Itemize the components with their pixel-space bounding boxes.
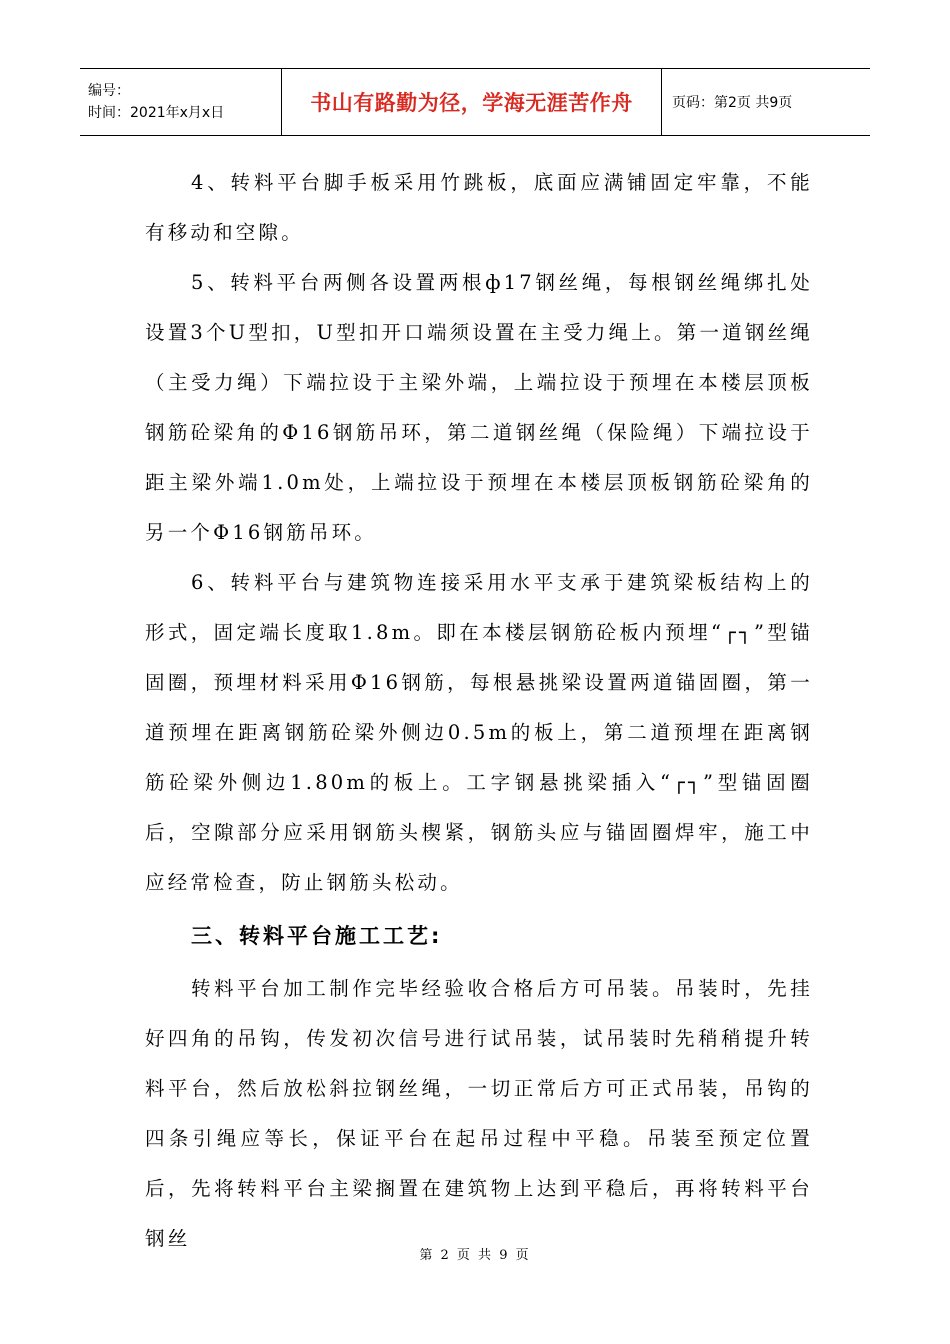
header-page-number: 页码：第2页 共9页 <box>672 95 793 111</box>
section-paragraph: 转料平台加工制作完毕经验收合格后方可吊装。吊装时，先挂好四角的吊钩，传发初次信号进行试吊装，试吊装时先稍稍提升转料平台，然后放松斜拉钢丝绳，一切正常后方可正式吊装，吊钩的四条引绳应等长，保证平台在起吊过程中平稳。吊装至预定位置后，先将转料平台主梁搁置在建筑物上达到平稳后，再将转料平台钢丝 <box>145 977 813 1250</box>
paragraph-5: 5、转料平台两侧各设置两根ф17钢丝绳，每根钢丝绳绑扎处设置3个U型扣，U型扣开口端须设置在主受力绳上。第一道钢丝绳（主受力绳）下端拉设于主梁外端，上端拉设于预埋在本楼层顶板钢筋砼梁角的Φ16钢筋吊环，第二道钢丝绳（保险绳）下端拉设于距主梁外端1.0m处，上端拉设于预埋在本楼层顶板钢筋砼梁角的另一个Φ16钢筋吊环。 <box>145 271 813 544</box>
paragraph-4: 4、转料平台脚手板采用竹跳板，底面应满铺固定牢靠，不能有移动和空隙。 <box>145 171 813 244</box>
document-time-label: 时间：2021年x月x日 <box>88 105 225 121</box>
page-footer: 第 2 页 共 9 页 <box>419 1248 531 1263</box>
section-heading: 三、转料平台施工工艺: <box>191 924 443 948</box>
header-meta <box>80 69 282 135</box>
paragraph-6: 6、转料平台与建筑物连接采用水平支承于建筑梁板结构上的形式，固定端长度取1.8m。即在本楼层钢筋砼板内预埋“┌┐”型锚固圈，预埋材料采用Φ16钢筋，每根悬挑梁设置两道锚固圈，第一道预埋在距离钢筋砼梁外侧边0.5m的板上，第二道预埋在距离钢筋砼梁外侧边1.80m的板上。工字钢悬挑梁插入“┌┐”型锚固圈后，空隙部分应采用钢筋头楔紧，钢筋头应与锚固圈焊牢，施工中应经常检查，防止钢筋头松动。 <box>145 571 813 894</box>
document-number-label: 编号： <box>88 83 130 99</box>
document-body <box>145 158 813 1264</box>
header-motto: 书山有路勤为径，学海无涯苦作舟 <box>282 69 662 135</box>
document-header <box>80 68 870 136</box>
